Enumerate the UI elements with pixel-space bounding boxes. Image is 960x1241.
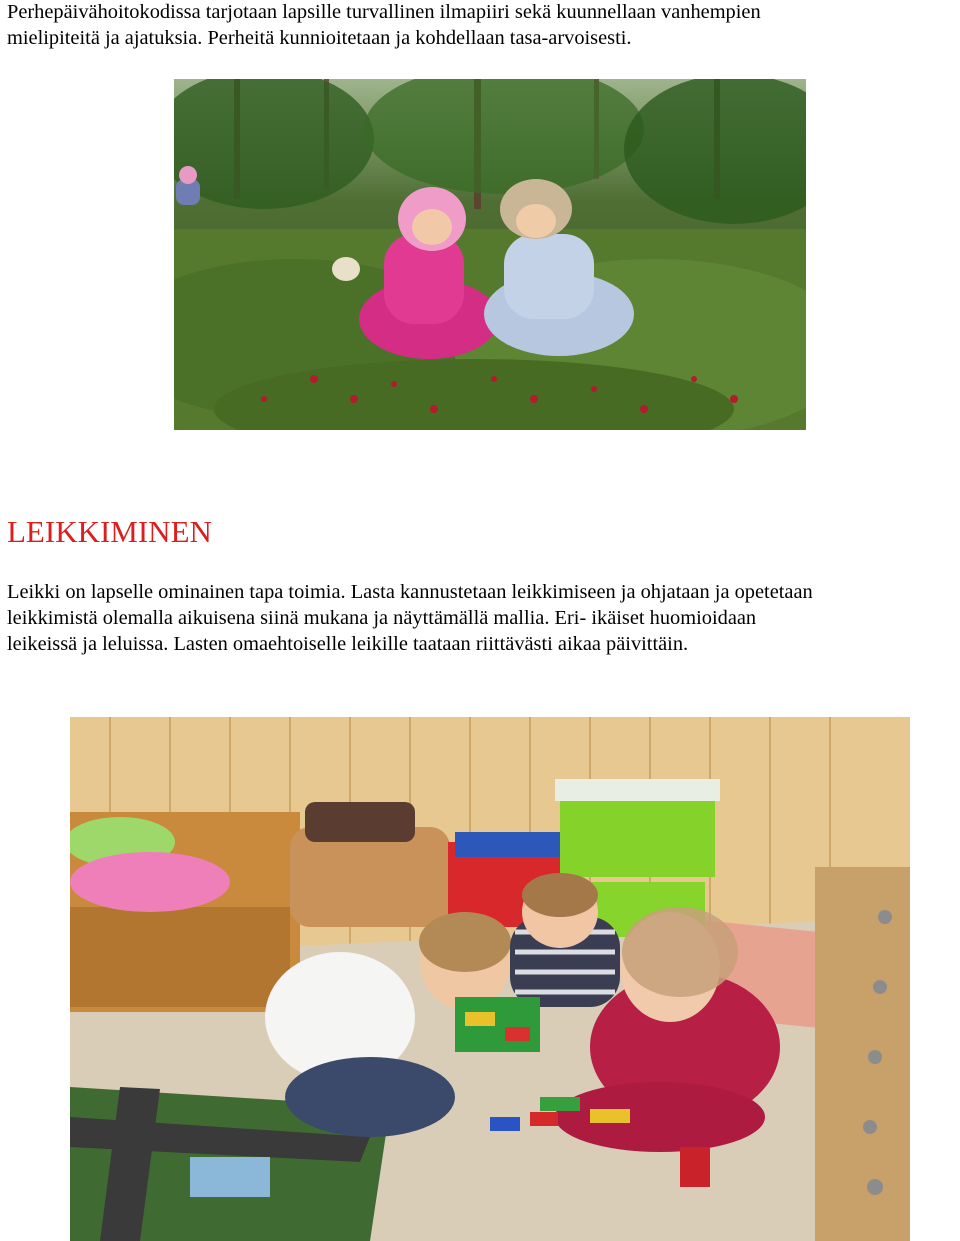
intro-paragraph [7, 0, 959, 51]
play-line-2: leikkimistä olemalla aikuisena siinä mukana ja näyttämällä mallia. Eri- ikäiset huomioidaan [7, 607, 757, 629]
playroom-photo [70, 717, 910, 1241]
intro-line-2: mielipiteitä ja ajatuksia. Perheitä kunnioitetaan ja kohdellaan tasa-arvoisesti. [7, 27, 632, 49]
play-paragraph [7, 579, 959, 657]
playroom-children-photo-icon [70, 717, 910, 1241]
section-heading: LEIKKIMINEN [7, 514, 212, 549]
forest-children-photo-icon [174, 79, 806, 430]
play-line-1: Leikki on lapselle ominainen tapa toimia. Lasta kannustetaan leikkimiseen ja ohjataan ja opetetaan [7, 581, 813, 603]
intro-line-1: Perhepäivähoitokodissa tarjotaan lapsille turvallinen ilmapiiri sekä kuunnellaan vanhempien [7, 1, 761, 23]
play-line-3: leikeissä ja leluissa. Lasten omaehtoiselle leikille taataan riittävästi aikaa päivittäin. [7, 633, 689, 655]
forest-photo [174, 79, 806, 430]
